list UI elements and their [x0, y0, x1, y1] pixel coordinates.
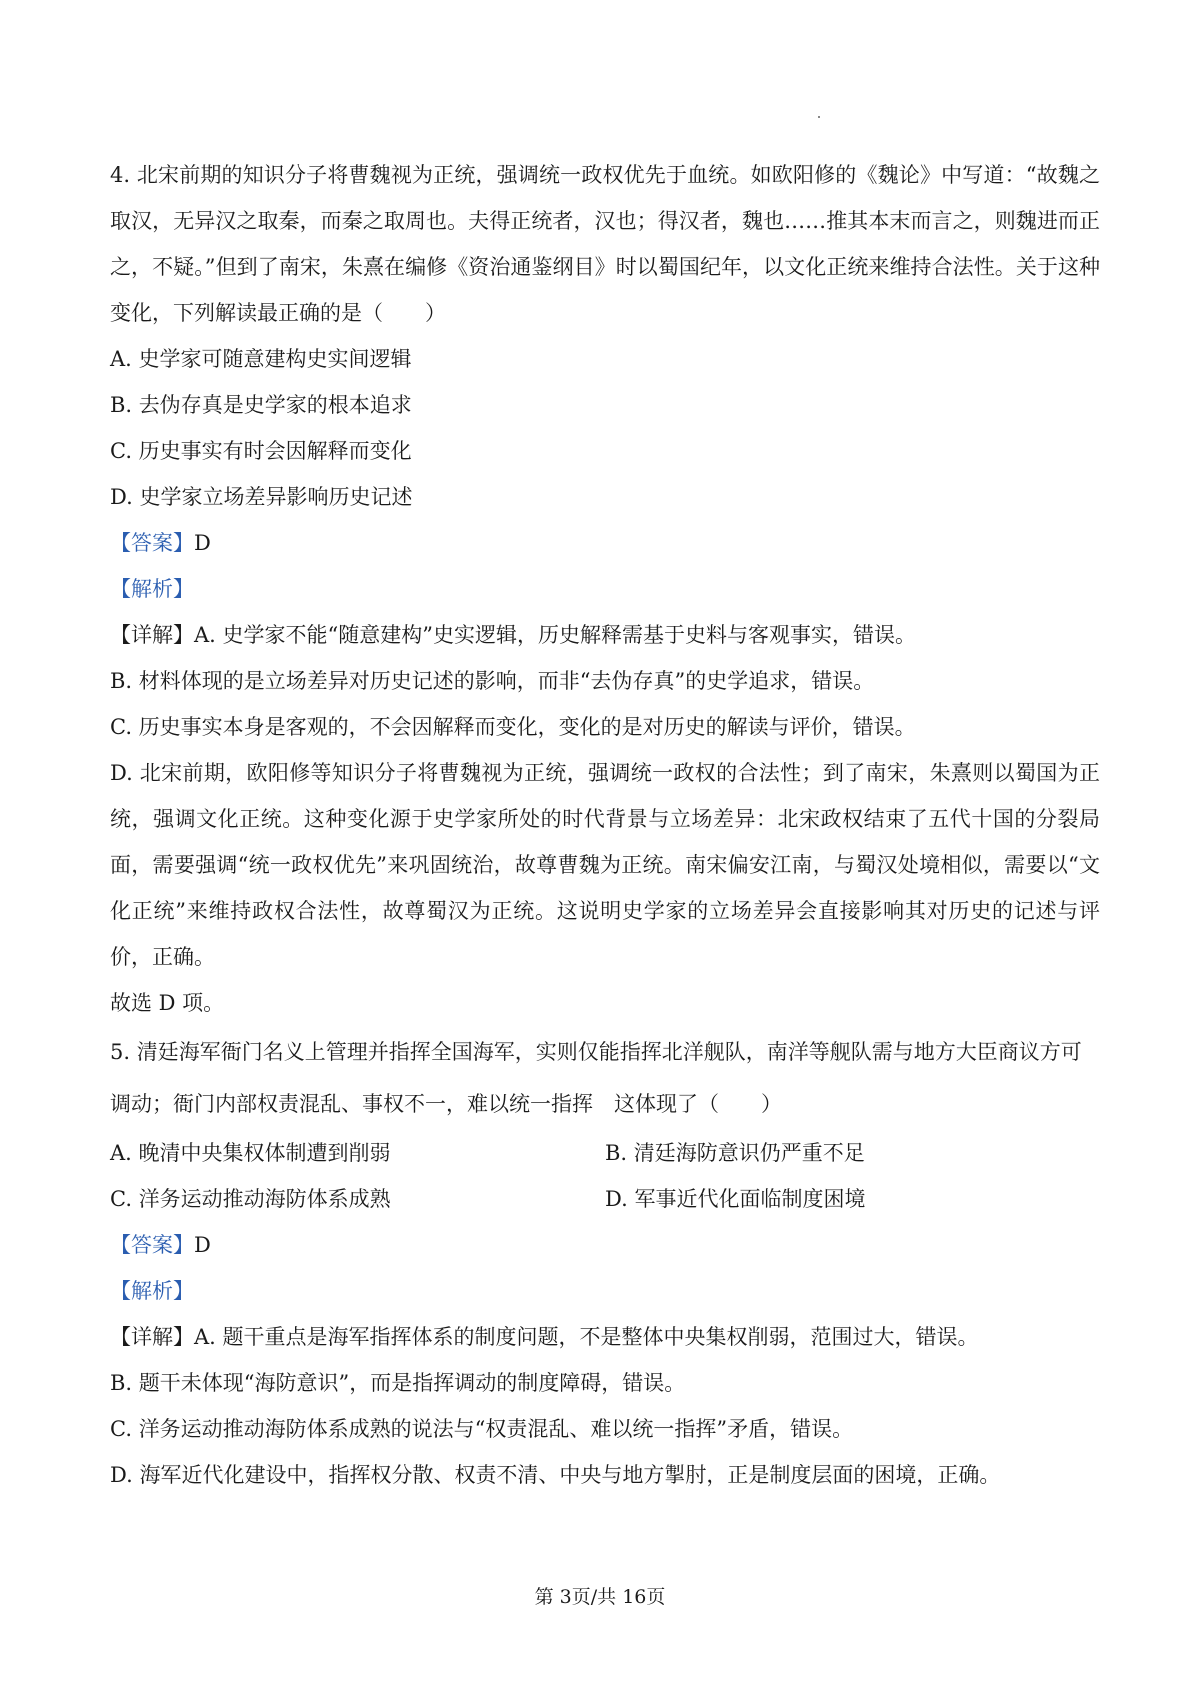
question-5-detail-d: D. 海军近代化建设中，指挥权分散、权责不清、中央与地方掣肘，正是制度层面的困境，正确。 — [110, 1463, 1001, 1487]
question-5-detail-c: C. 洋务运动推动海防体系成熟的说法与“权责混乱、难以统一指挥”矛盾，错误。 — [110, 1417, 854, 1441]
detail-label: 【详解】 — [110, 623, 194, 647]
question-4-stem: 4. 北宋前期的知识分子将曹魏视为正统，强调统一政权优先于血统。如欧阳修的《魏论》中写道：“故魏之取汉，无异汉之取秦，而秦之取周也。夫得正统者，汉也；得汉者，魏也……推其本末而言之，则魏进而正之，不疑。”但到了南宋，朱熹在编修《资治通鉴纲目》时以蜀国纪年，以文化正统来维持合法性。关于这种变化，下列解读最正确的是（ ） — [110, 163, 1100, 325]
question-5-options-row-2 — [110, 1176, 1100, 1222]
question-4 — [110, 152, 1100, 1026]
question-5-options-row-1 — [110, 1130, 1100, 1176]
detail-text: A. 史学家不能“随意建构”史实逻辑，历史解释需基于史料与客观事实，错误。 — [194, 623, 916, 647]
question-5-option-a: A. 晚清中央集权体制遭到削弱 — [110, 1141, 391, 1165]
question-4-option-c: C. 历史事实有时会因解释而变化 — [110, 439, 412, 463]
answer-value: D — [194, 1233, 211, 1257]
question-4-detail-b: B. 材料体现的是立场差异对历史记述的影响，而非“去伪存真”的史学追求，错误。 — [110, 669, 875, 693]
question-4-analysis-heading — [110, 566, 1100, 612]
question-4-conclusion: 故选 D 项。 — [110, 991, 225, 1015]
question-4-option-b: B. 去伪存真是史学家的根本追求 — [110, 393, 412, 417]
question-4-detail-d: D. 北宋前期，欧阳修等知识分子将曹魏视为正统，强调统一政权的合法性；到了南宋，朱熹则以蜀国为正统，强调文化正统。这种变化源于史学家所处的时代背景与立场差异：北宋政权结束了五代十国的分裂局面，需要强调“统一政权优先”来巩固统治，故尊曹魏为正统。南宋偏安江南，与蜀汉处境相似，需要以“文化正统”来维持政权合法性，故尊蜀汉为正统。这说明史学家的立场差异会直接影响其对历史的记述与评价，正确。 — [110, 761, 1100, 969]
question-5-stem-line-1: 5. 清廷海军衙门名义上管理并指挥全国海军，实则仅能指挥北洋舰队，南洋等舰队需与地方大臣商议方可 — [110, 1040, 1082, 1064]
detail-label: 【详解】 — [110, 1325, 194, 1349]
question-5-analysis-heading — [110, 1268, 1100, 1314]
question-5-option-b: B. 清廷海防意识仍严重不足 — [605, 1141, 865, 1165]
question-4-option-d: D. 史学家立场差异影响历史记述 — [110, 485, 413, 509]
answer-value: D — [194, 531, 211, 555]
question-4-answer — [110, 520, 1100, 566]
scan-speck — [818, 116, 820, 118]
page-content — [110, 152, 1100, 1498]
question-5-detail-a — [110, 1314, 1100, 1360]
answer-label: 【答案】 — [110, 531, 194, 555]
analysis-label: 【解析】 — [110, 1279, 194, 1303]
question-5-detail-b: B. 题干未体现“海防意识”，而是指挥调动的制度障碍，错误。 — [110, 1371, 686, 1395]
answer-label: 【答案】 — [110, 1233, 194, 1257]
question-5-option-c: C. 洋务运动推动海防体系成熟 — [110, 1187, 391, 1211]
question-5-option-d: D. 军事近代化面临制度困境 — [605, 1187, 866, 1211]
question-5-answer — [110, 1222, 1100, 1268]
question-4-detail-c: C. 历史事实本身是客观的，不会因解释而变化，变化的是对历史的解读与评价，错误。 — [110, 715, 916, 739]
question-5 — [110, 1026, 1100, 1498]
question-4-option-a: A. 史学家可随意建构史实间逻辑 — [110, 347, 412, 371]
analysis-label: 【解析】 — [110, 577, 194, 601]
page-number-footer: 第 3页/共 16页 — [534, 1586, 666, 1608]
question-4-detail-a — [110, 612, 1100, 658]
detail-text: A. 题干重点是海军指挥体系的制度问题，不是整体中央集权削弱，范围过大，错误。 — [194, 1325, 979, 1349]
question-5-stem-line-2: 调动；衙门内部权责混乱、事权不一，难以统一指挥 这体现了（ ） — [110, 1092, 782, 1116]
